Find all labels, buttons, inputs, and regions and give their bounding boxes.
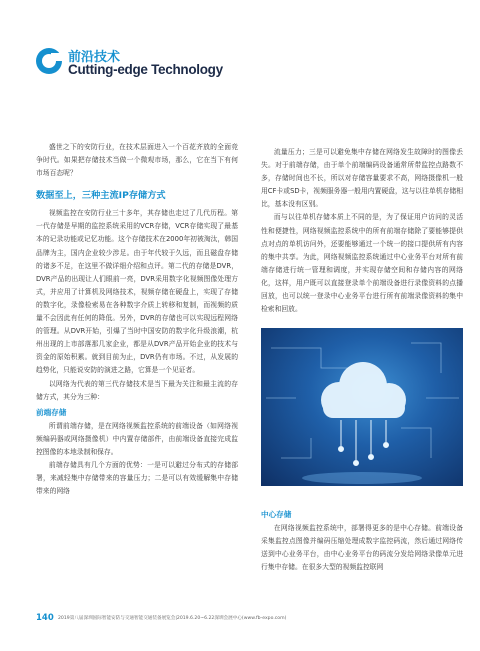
subsection-title-center-storage: 中心存储 [261, 510, 292, 519]
c-logo-icon [36, 48, 62, 74]
body-paragraph: 视频监控在安防行业三十多年，其存储也走过了几代历程。第一代存储是早期的监控系统采用的VCR存储，VCR存储实现了最基本的记录功能或记忆功能。这个存储技术在2000年初被淘汰，韩国品牌为主，国内企业较少涉足。由于年代较于久远，而且磁盘存储的诸多不足，在这里不做详细介绍和点评。第二代的存储是DVR，DVR产品的出现让人们眼前一亮，DVR采用数字化视频图像处理方式，并应用了计算机及网络技术，视频存储在硬盘上，实现了存储的数字化，录像检索易在各种数字介质上转移和复制，而视频的质量不会因此有任何的降低。另外，DVR的存储也可以实现远程网络的管理。从DVR开始，引爆了当时中国安防的数字化升级浪潮，杭州出现的上市部落那几家企业，都是从DVR产品开始企业的技术与资金的原始积累。就到目前为止，DVR仍有市场。不过，从发展的趋势化，只能说安防的演进之路，它算是一个见证者。 [36, 209, 238, 375]
body-paragraph: 而与以往单机存储本质上不同的是，为了保证用户访问的灵活性和便捷性，网络视频监控系统中的所有前端存储除了要能够提供点对点的单机访问外，还要能够通过一个统一的接口提供所有内容的集中共享。为此，网络视频监控系统通过中心业务平台对所有前端存储进行统一管理和调度，并实现存储空间和存储内容的网络化，这样，用户既可以直接登录单个前端设备进行录像资料的点播回放，也可以统一登录中心业务平台进行所有前端录像资料的集中检索和回放。 [261, 213, 463, 314]
section-title: 数据至上，三种主流IP存储方式 [36, 190, 166, 202]
cloud-storage-illustration [261, 328, 463, 486]
body-paragraph: 前端存储具有几个方面的优势：一是可以避过分布式的存储部署，来减轻集中存储带来的容量压力；二是可以有效缓解集中存储带来的网络 [36, 460, 238, 496]
body-paragraph: 所谓前端存储，是在网络视频监控系统的前端设备（如网络视频编码器或网络摄像机）中内置存储部件，由前端设备直接完成监控图像的本地录制和保存。 [36, 421, 238, 456]
body-paragraph: 流量压力；三是可以避免集中存储在网络发生故障时的图像丢失。对于前端存储，由于单个前端编码设备通常所带监控点路数不多，存储时间也不长，所以对存储容量要求不高，网络摄像机一般用CF卡或SD卡，视频服务器一般用内置硬盘，这与以往单机存储相比，基本没有区别。 [261, 148, 463, 209]
right-column-lower [261, 506, 463, 574]
page-footer [36, 613, 466, 625]
column-title-cn: 前沿技术 [68, 50, 121, 65]
body-paragraph: 在网络视频监控系统中，部署得更多的是中心存储。前端设备采集监控点图像并编码压缩处理成数字监控码流，然后通过网络传送到中心业务平台，由中心业务平台的码流分发给网络录像单元进行集中存储。在很多大型的视频监控联网 [261, 524, 463, 572]
body-paragraph: 以网络为代表的第三代存储技术是当下最为关注和最主流的存储方式，其分为三种： [36, 379, 238, 401]
footer-note: 2019第八届深圳国际智能安防与交通智能交通装备展览会|2019.6.20~6.22深圳会展中心(www.fb-expo.com) [58, 616, 287, 621]
left-column [36, 141, 238, 498]
page-number: 140 [36, 613, 54, 623]
column-title-en: Cutting-edge Technology [68, 62, 223, 77]
subsection-title-front-storage: 前端存储 [36, 407, 67, 417]
lead-paragraph: 盛世之下的安防行业，在技术层面进入一个百花齐放的全面竞争时代。如果把存储技术当做一个微观市场，那么，它在当下有何市场百态呢？ [36, 143, 238, 178]
right-column [261, 146, 463, 316]
cloud-icon [261, 328, 463, 486]
